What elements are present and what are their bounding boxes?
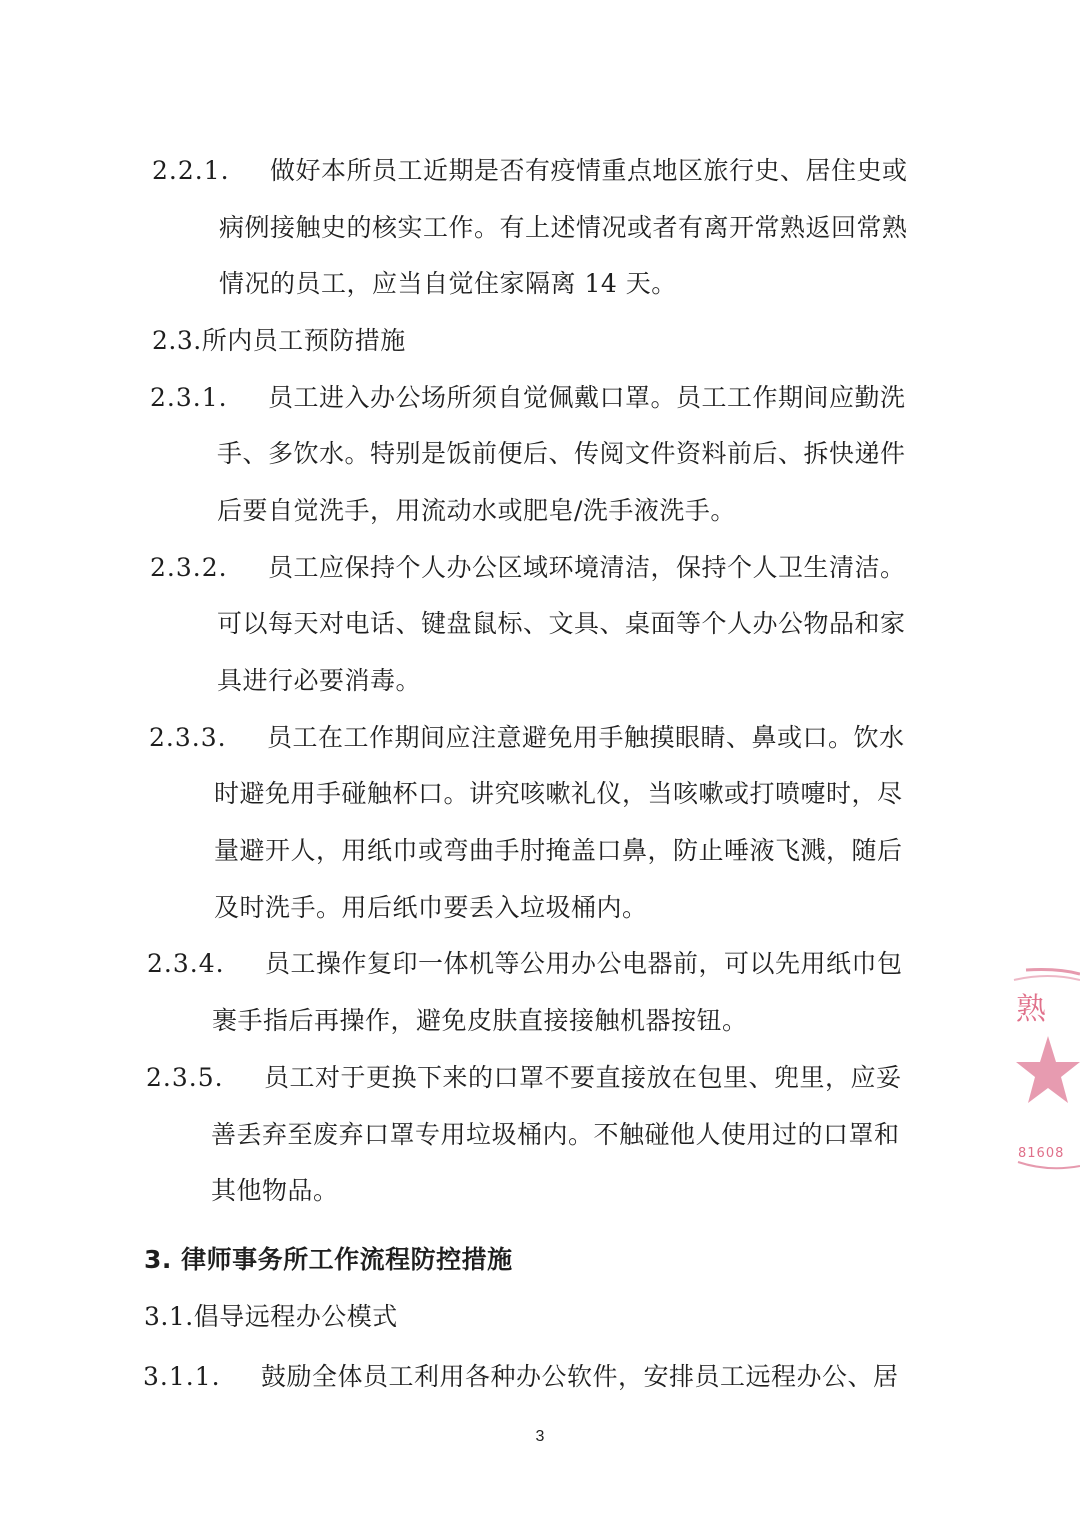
clause-number: 2.3.2. xyxy=(150,553,228,582)
clause-2-3-3-line-1: 2.3.3. 员工在工作期间应注意避免用手触摸眼睛、鼻或口。饮水 xyxy=(149,723,905,752)
clause-number: 3.1.1. xyxy=(143,1362,221,1391)
section-heading-3: 3. 律师事务所工作流程防控措施 xyxy=(144,1245,513,1274)
clause-2-3-1-line-2: 手、多饮水。特别是饭前便后、传阅文件资料前后、拆快递件 xyxy=(217,439,906,468)
clause-2-3-5-line-1: 2.3.5. 员工对于更换下来的口罩不要直接放在包里、兜里，应妥 xyxy=(146,1063,902,1092)
clause-2-3-2-line-2: 可以每天对电话、键盘鼠标、文具、桌面等个人办公物品和家 xyxy=(217,609,906,638)
seal-fragment-bottom: 81608 xyxy=(1018,1146,1065,1161)
clause-number: 2.3.1. xyxy=(150,383,228,412)
clause-2-3-2-line-3: 具进行必要消毒。 xyxy=(217,666,422,695)
clause-number: 2.2.1. xyxy=(152,156,230,185)
clause-2-3-4-line-1: 2.3.4. 员工操作复印一体机等公用办公电器前，可以先用纸巾包 xyxy=(147,949,903,978)
clause-2-2-1-line-1: 2.2.1. 做好本所员工近期是否有疫情重点地区旅行史、居住史或 xyxy=(152,156,908,185)
clause-3-1-1-line-1: 3.1.1. 鼓励全体员工利用各种办公软件，安排员工远程办公、居 xyxy=(143,1362,899,1391)
clause-2-3-5-line-3: 其他物品。 xyxy=(211,1176,339,1205)
clause-2-3-4-line-2: 裹手指后再操作，避免皮肤直接接触机器按钮。 xyxy=(212,1006,748,1035)
clause-2-3-3-line-4: 及时洗手。用后纸巾要丢入垃圾桶内。 xyxy=(214,893,648,922)
clause-2-3-3-line-3: 量避开人，用纸巾或弯曲手肘掩盖口鼻，防止唾液飞溅，随后 xyxy=(214,836,903,865)
page-number: 3 xyxy=(535,1428,545,1445)
clause-2-3-3-line-2: 时避免用手碰触杯口。讲究咳嗽礼仪，当咳嗽或打喷嚏时，尽 xyxy=(214,779,903,808)
seal-fragment-top: 熟 xyxy=(1016,992,1046,1027)
clause-number: 2.3.3. xyxy=(149,723,227,752)
clause-number: 2.3.5. xyxy=(146,1063,224,1092)
clause-2-3-1-line-1: 2.3.1. 员工进入办公场所须自觉佩戴口罩。员工工作期间应勤洗 xyxy=(150,383,906,412)
clause-2-3-5-line-2: 善丢弃至废弃口罩专用垃圾桶内。不触碰他人使用过的口罩和 xyxy=(211,1120,900,1149)
clause-2-3-1-line-3: 后要自觉洗手，用流动水或肥皂/洗手液洗手。 xyxy=(217,496,736,525)
subsection-heading-3-1: 3.1.倡导远程办公模式 xyxy=(144,1302,398,1331)
official-seal-stamp xyxy=(1008,966,1080,1180)
clause-number: 2.3.4. xyxy=(147,949,225,978)
clause-2-2-1-line-2: 病例接触史的核实工作。有上述情况或者有离开常熟返回常熟 xyxy=(219,213,908,242)
clause-2-3-2-line-1: 2.3.2. 员工应保持个人办公区域环境清洁，保持个人卫生清洁。 xyxy=(150,553,906,582)
subsection-heading-2-3: 2.3.所内员工预防措施 xyxy=(152,326,406,355)
clause-2-2-1-line-3: 情况的员工，应当自觉住家隔离 14 天。 xyxy=(219,269,677,298)
